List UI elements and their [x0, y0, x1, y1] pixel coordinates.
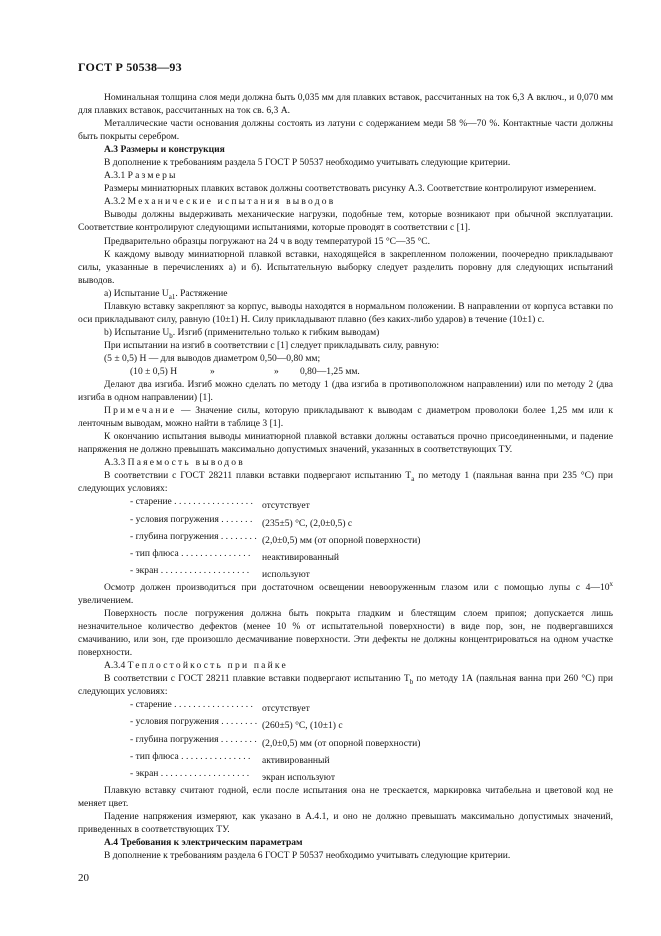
- section-heading-a4: А.4 Требования к электрическим параметрам: [104, 837, 303, 848]
- subsection-title: Размеры: [127, 170, 178, 182]
- paragraph-metal-parts: Металлические части основания должны состоять из латуни с содержанием меди 58 %—70 %. Контактные части должны быть покрыты серебром.: [78, 118, 613, 143]
- list-item: [78, 564, 613, 581]
- section-heading-a3: А.3 Размеры и конструкция: [104, 144, 225, 156]
- paragraph-a32-3: К каждому выводу миниатюрной плавкой вставки, находящейся в закрепленном положении, поочередно прикладывают силы, указанные в перечислениях а) и б). Испытательную выборку следует разделить поровну для следующих испытаний выводов.: [78, 248, 613, 286]
- paragraph-a3-intro: В дополнение к требованиям раздела 5 ГОСТ Р 50537 необходимо учитывать следующие критерии.: [104, 157, 511, 169]
- list-item: [78, 530, 613, 547]
- a34-intro-text: В соответствии с ГОСТ 28211 плавкие вставки подвергают испытанию Т: [104, 673, 410, 685]
- subsection-number: А.3.2: [104, 196, 126, 208]
- note-text: — Значение силы, которую прикладывают к выводам с диаметром проволоки более 1,25 мм или к ленточным выводам, можно найти в таблице 3 [1].: [78, 405, 613, 430]
- ditto-mark: »: [210, 365, 215, 377]
- paragraph-bend: Делают два изгиба. Изгиб можно сделать по методу 1 (два изгиба в противоположном направлении) или по методу 2 (два изгиба в одном направлении) [1].: [78, 379, 613, 404]
- subsection-title: Механические испытания выводов: [127, 196, 336, 208]
- list-item: [78, 750, 613, 767]
- inspection-rest: увеличением.: [78, 594, 134, 606]
- condition-value: (2,0±0,5) мм (от опорной поверхности): [262, 737, 421, 749]
- force-value: (10 ± 0,5) Н: [130, 365, 178, 377]
- condition-value: экран используют: [262, 771, 335, 783]
- condition-value: (260±5) °С, (10±1) с: [262, 720, 343, 732]
- paragraph-copper-thickness: Номинальная толщина слоя меди должна быть 0,035 мм для плавких вставок, рассчитанных на ток 6,3 А включ., и 0,070 мм для плавких вставок, рассчитанных на ток св. 6,3 А.: [78, 92, 613, 117]
- test-b-title: . Изгиб (применительно только к гибким выводам): [172, 326, 380, 338]
- inspection-text: Осмотр должен производиться при достаточном освещении невооруженным глазом или с помощью лупы с 4—10: [104, 581, 610, 593]
- subsection-heading-a31: [78, 169, 613, 182]
- list-item: [78, 715, 613, 732]
- paragraph-end-test: К окончанию испытания выводы миниатюрной плавкой вставки должны оставаться прочно присоединенными, и падение напряжения не должно превышать максимально допустимых значений, указанных в соответствующих ТУ.: [78, 431, 613, 456]
- condition-label: - экран . . . . . . . . . . . . . . . . . . .: [130, 767, 250, 779]
- subsection-title: Теплостойкость при пайке: [127, 660, 288, 672]
- force-line-1: (5 ± 0,5) Н — для выводов диаметром 0,50—0,80 мм;: [104, 352, 321, 364]
- page-number: 20: [78, 872, 89, 884]
- subsection-title: Паяемость выводов: [127, 457, 245, 469]
- paragraph-a34-result: Плавкую вставку считают годной, если после испытания она не трескается, маркировка читабельна и цветовой код не меняет цвет.: [78, 784, 613, 809]
- paragraph-a33-inspection: [78, 581, 613, 607]
- document-header: ГОСТ Р 50538—93: [78, 60, 182, 74]
- document-body: [78, 91, 613, 862]
- list-item: [78, 513, 613, 530]
- condition-label: - глубина погружения . . . . . . . .: [130, 733, 257, 745]
- a33-intro-text: В соответствии с ГОСТ 28211 плавки вставки подвергают испытанию Т: [104, 470, 412, 482]
- test-b-subscript: b: [169, 331, 173, 340]
- test-b-label: b) Испытание U: [104, 326, 170, 338]
- test-a-subscript: a1: [168, 292, 176, 301]
- condition-value: используют: [262, 568, 310, 580]
- condition-label: - экран . . . . . . . . . . . . . . . . . . .: [130, 564, 250, 576]
- subsection-heading-a32: [78, 195, 613, 208]
- subsection-heading-a33: [78, 456, 613, 469]
- condition-label: - глубина погружения . . . . . . . .: [130, 530, 257, 542]
- paragraph-test-b: При испытании на изгиб в соответствии с [1] следует прикладывать силу, равную:: [104, 339, 440, 351]
- condition-value: отсутствует: [262, 703, 310, 715]
- test-b-heading: [78, 326, 613, 339]
- subsection-number: А.3.3: [104, 457, 126, 469]
- paragraph-a34-intro: [78, 672, 613, 698]
- paragraph-a31: Размеры миниатюрных плавких вставок должны соответствовать рисунку А.3. Соответствие контролируют измерением.: [104, 183, 597, 195]
- list-item: [78, 547, 613, 564]
- condition-label: - тип флюса . . . . . . . . . . . . . . .: [130, 547, 251, 559]
- a33-intro-subscript: a: [411, 475, 415, 484]
- paragraph-a33-intro: [78, 469, 613, 495]
- note-label: Примечание: [104, 405, 177, 417]
- list-item: [78, 698, 613, 715]
- magnification-sup: х: [609, 579, 613, 588]
- condition-value: (2,0±0,5) мм (от опорной поверхности): [262, 534, 421, 546]
- paragraph-test-a: Плавкую вставку закрепляют за корпус, выводы находятся в нормальном положении. В направлении от корпуса вставки по оси прикладывают силу, равную (10±1) Н. Силу прикладывают плавно (без каких-либо ударов) в течение (10±1) с.: [78, 300, 613, 325]
- condition-value: неактивированный: [262, 551, 340, 563]
- a33-conditions-list: [78, 495, 613, 580]
- condition-value: активированный: [262, 754, 330, 766]
- list-item: [78, 767, 613, 784]
- subsection-heading-a34: [78, 659, 613, 672]
- force-line-2: [78, 365, 613, 378]
- a34-intro-rest: по методу 1А (паяльная ванна при 260 °С) при следующих условиях:: [78, 673, 613, 698]
- paragraph-a4-intro: В дополнение к требованиям раздела 6 ГОСТ Р 50537 необходимо учитывать следующие критерии.: [104, 850, 511, 862]
- paragraph-a34-voltage: Падение напряжения измеряют, как указано в А.4.1, и оно не должно превышать максимально допустимых значений, приведенных в соответствующих ТУ.: [78, 810, 613, 835]
- condition-label: - старение . . . . . . . . . . . . . . . . .: [130, 496, 253, 508]
- paragraph-a32-1: Выводы должны выдерживать механические нагрузки, подобные тем, которые возникают при обычной эксплуатации. Соответствие контролируют следующими испытаниями, которые проводят в соответствии с [1].: [78, 209, 613, 234]
- test-a-label: а) Испытание U: [104, 287, 169, 299]
- a34-conditions-list: [78, 698, 613, 783]
- document-page: [78, 60, 613, 862]
- condition-label: - старение . . . . . . . . . . . . . . . . .: [130, 699, 253, 711]
- test-a-title: . Растяжение: [175, 287, 228, 299]
- ditto-mark: »: [274, 365, 279, 377]
- test-a-heading: [78, 287, 613, 300]
- condition-label: - тип флюса . . . . . . . . . . . . . . .: [130, 750, 251, 762]
- diameter-range: 0,80—1,25 мм.: [300, 365, 360, 377]
- a34-intro-subscript: b: [409, 678, 414, 687]
- condition-label: - условия погружения . . . . . . . .: [130, 716, 258, 728]
- paragraph-a32-2: Предварительно образцы погружают на 24 ч в воду температурой 15 °С—35 °С.: [104, 235, 431, 247]
- condition-value: (235±5) °С, (2,0±0,5) с: [262, 517, 353, 529]
- list-item: [78, 495, 613, 512]
- a33-intro-rest: по методу 1 (паяльная ванна при 235 °С) при следующих условиях:: [78, 470, 613, 495]
- note: [78, 404, 613, 430]
- subsection-number: А.3.4: [104, 660, 126, 672]
- condition-value: отсутствует: [262, 500, 310, 512]
- paragraph-a33-surface: Поверхность после погружения должна быть покрыта гладким и блестящим слоем припоя; допускается лишь незначительное количество дефектов (менее 10 % от испытательной поверхности) в виде пор, зон, не подвергавшихся смачиванию, или зон, где произошло десмачивание поверхности. Эти дефекты не должны концентрироваться на одном участке поверхности.: [78, 608, 613, 659]
- condition-label: - условия погружения . . . . . . .: [130, 513, 253, 525]
- subsection-number: А.3.1: [104, 170, 126, 182]
- list-item: [78, 733, 613, 750]
